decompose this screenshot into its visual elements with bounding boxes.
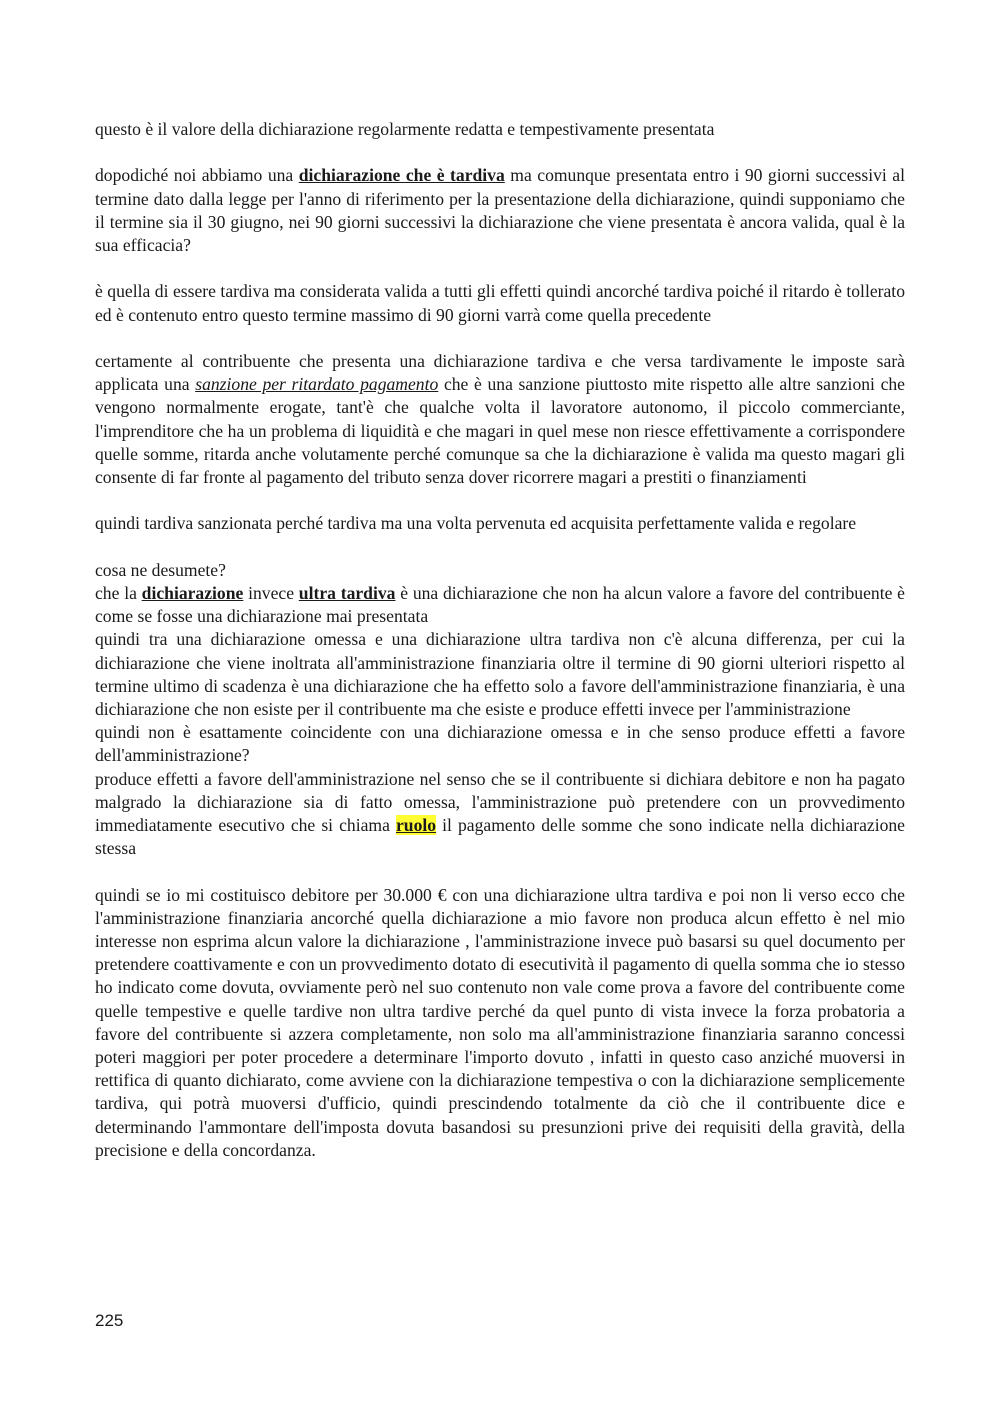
paragraph-10-text-c: il pagamento delle somme che sono indicate nella dichiarazione stessa [95,815,905,859]
term-ultra-tardiva: ultra tardiva [298,582,396,603]
paragraph-gap [95,489,905,512]
paragraph-gap [95,257,905,280]
page-number: 225 [95,1311,124,1330]
paragraph-4-text-c: che è una sanzione piuttosto mite rispetto alle altre sanzioni che vengono normalmente erogate, tant'è che qualche volta il lavoratore autonomo, il piccolo commerciante, l'imprenditore che ha un problema di liquidità e che magari in quel mese non riesce effettivamente a corrispondere quelle somme, ritarda anche volutamente perché comunque sa che la dichiarazione è valida ma questo magari gli consente di far fronte al pagamento del tributo senza dover ricorrere magari a prestiti o finanziamenti [95,374,905,487]
paragraph-11: quindi se io mi costituisco debitore per 30.000 € con una dichiarazione ultra tardiva e poi non li verso ecco che l'amministrazione finanziaria ancorché quella dichiarazione a mio favore non produca alcun effetto è nel mio interesse non esprima alcun valore la dichiarazione , l'amministrazione invece può basarsi su quel documento per pretendere coattivamente e con un provvedimento dotato di esecutività il pagamento di quella somma che io stesso ho indicato come dovuta, ovviamente però nel suo contenuto non vale come prova a favore del contribuente come quelle tempestive e quelle tardive non ultra tardive perché da quel punto di vista invece la forza probatoria a favore del contribuente si azzera completamente, non solo ma all'amministrazione finanziaria saranno concessi poteri maggiori per poter procedere a determinare l'importo dovuto , infatti in questo caso anziché muoversi in rettifica di quanto dichiarato, come avviene con la dichiarazione tempestiva o con la dichiarazione semplicemente tardiva, qui potrà muoversi d'ufficio, quindi prescindendo totalmente da ciò che il contribuente dice e determinando l'ammontare dell'imposta dovuta basandosi su presunzioni prive dei requisiti della gravità, della precisione e della concordanza. [95,884,905,1160]
paragraph-9: quindi non è esattamente coincidente con una dichiarazione omessa e in che senso produce effetti a favore dell'amministrazione? [95,722,905,766]
paragraph-3: è quella di essere tardiva ma considerata valida a tutti gli effetti quindi ancorché tardiva poiché il ritardo è tollerato ed è contenuto entro questo termine massimo di 90 giorni varrà come quella precedente [95,281,905,325]
paragraph-2 [95,164,905,257]
paragraph-1: questo è il valore della dichiarazione regolarmente redatta e tempestivamente presentata [95,119,715,139]
paragraph-gap [95,141,905,164]
paragraph-4-text-a: certamente al contribuente che presenta una dichiarazione tardiva e che versa tardivamente le imposte sarà applicata una [95,350,905,395]
term-sanzione-ritardato-pagamento: sanzione per ritardato pagamento [195,374,439,395]
paragraph-4 [95,350,905,489]
paragraph-7-text-c: invece [243,582,299,603]
paragraph-gap [95,860,905,883]
paragraph-2-text-c: ma comunque presentata entro i 90 giorni successivi al termine dato dalla legge per l'anno di riferimento per la presentazione della dichiarazione, quindi supponiamo che il termine sia il 30 giugno, nei 90 giorni successivi la dichiarazione che viene presentata è ancora valida, qual è la sua efficacia? [95,165,905,255]
term-dichiarazione: dichiarazione [141,582,244,603]
paragraph-gap [95,536,905,559]
term-ruolo-highlighted: ruolo [396,815,437,836]
term-dichiarazione-tardiva: dichiarazione che è tardiva [298,165,505,186]
paragraph-2-text-a: dopodiché noi abbiamo una [95,165,299,186]
paragraph-10 [95,768,905,861]
paragraph-7 [95,582,905,628]
paragraph-6: cosa ne desumete? [95,559,226,580]
paragraph-gap [95,327,905,350]
paragraph-10-text-a: produce effetti a favore dell'amministrazione nel senso che se il contribuente si dichiara debitore e non ha pagato malgrado la dichiarazione sia di fatto omessa, l'amministrazione può pretendere con un provvedimento immediatamente esecutivo che si chiama [95,768,905,836]
paragraph-7-text-a: che la [95,582,142,603]
document-page [95,118,905,1162]
paragraph-7-text-e: è una dichiarazione che non ha alcun valore a favore del contribuente è come se fosse una dichiarazione mai presentata [95,582,905,627]
paragraph-8: quindi tra una dichiarazione omessa e una dichiarazione ultra tardiva non c'è alcuna differenza, per cui la dichiarazione che viene inoltrata all'amministrazione finanziaria oltre il termine di 90 giorni ulteriori rispetto al termine ultimo di scadenza è una dichiarazione che ha effetto solo a favore dell'amministrazione finanziaria, è una dichiarazione che non esiste per il contribuente ma che esiste e produce effetti invece per l'amministrazione [95,629,905,719]
paragraph-5: quindi tardiva sanzionata perché tardiva ma una volta pervenuta ed acquisita perfettamente valida e regolare [95,513,857,534]
